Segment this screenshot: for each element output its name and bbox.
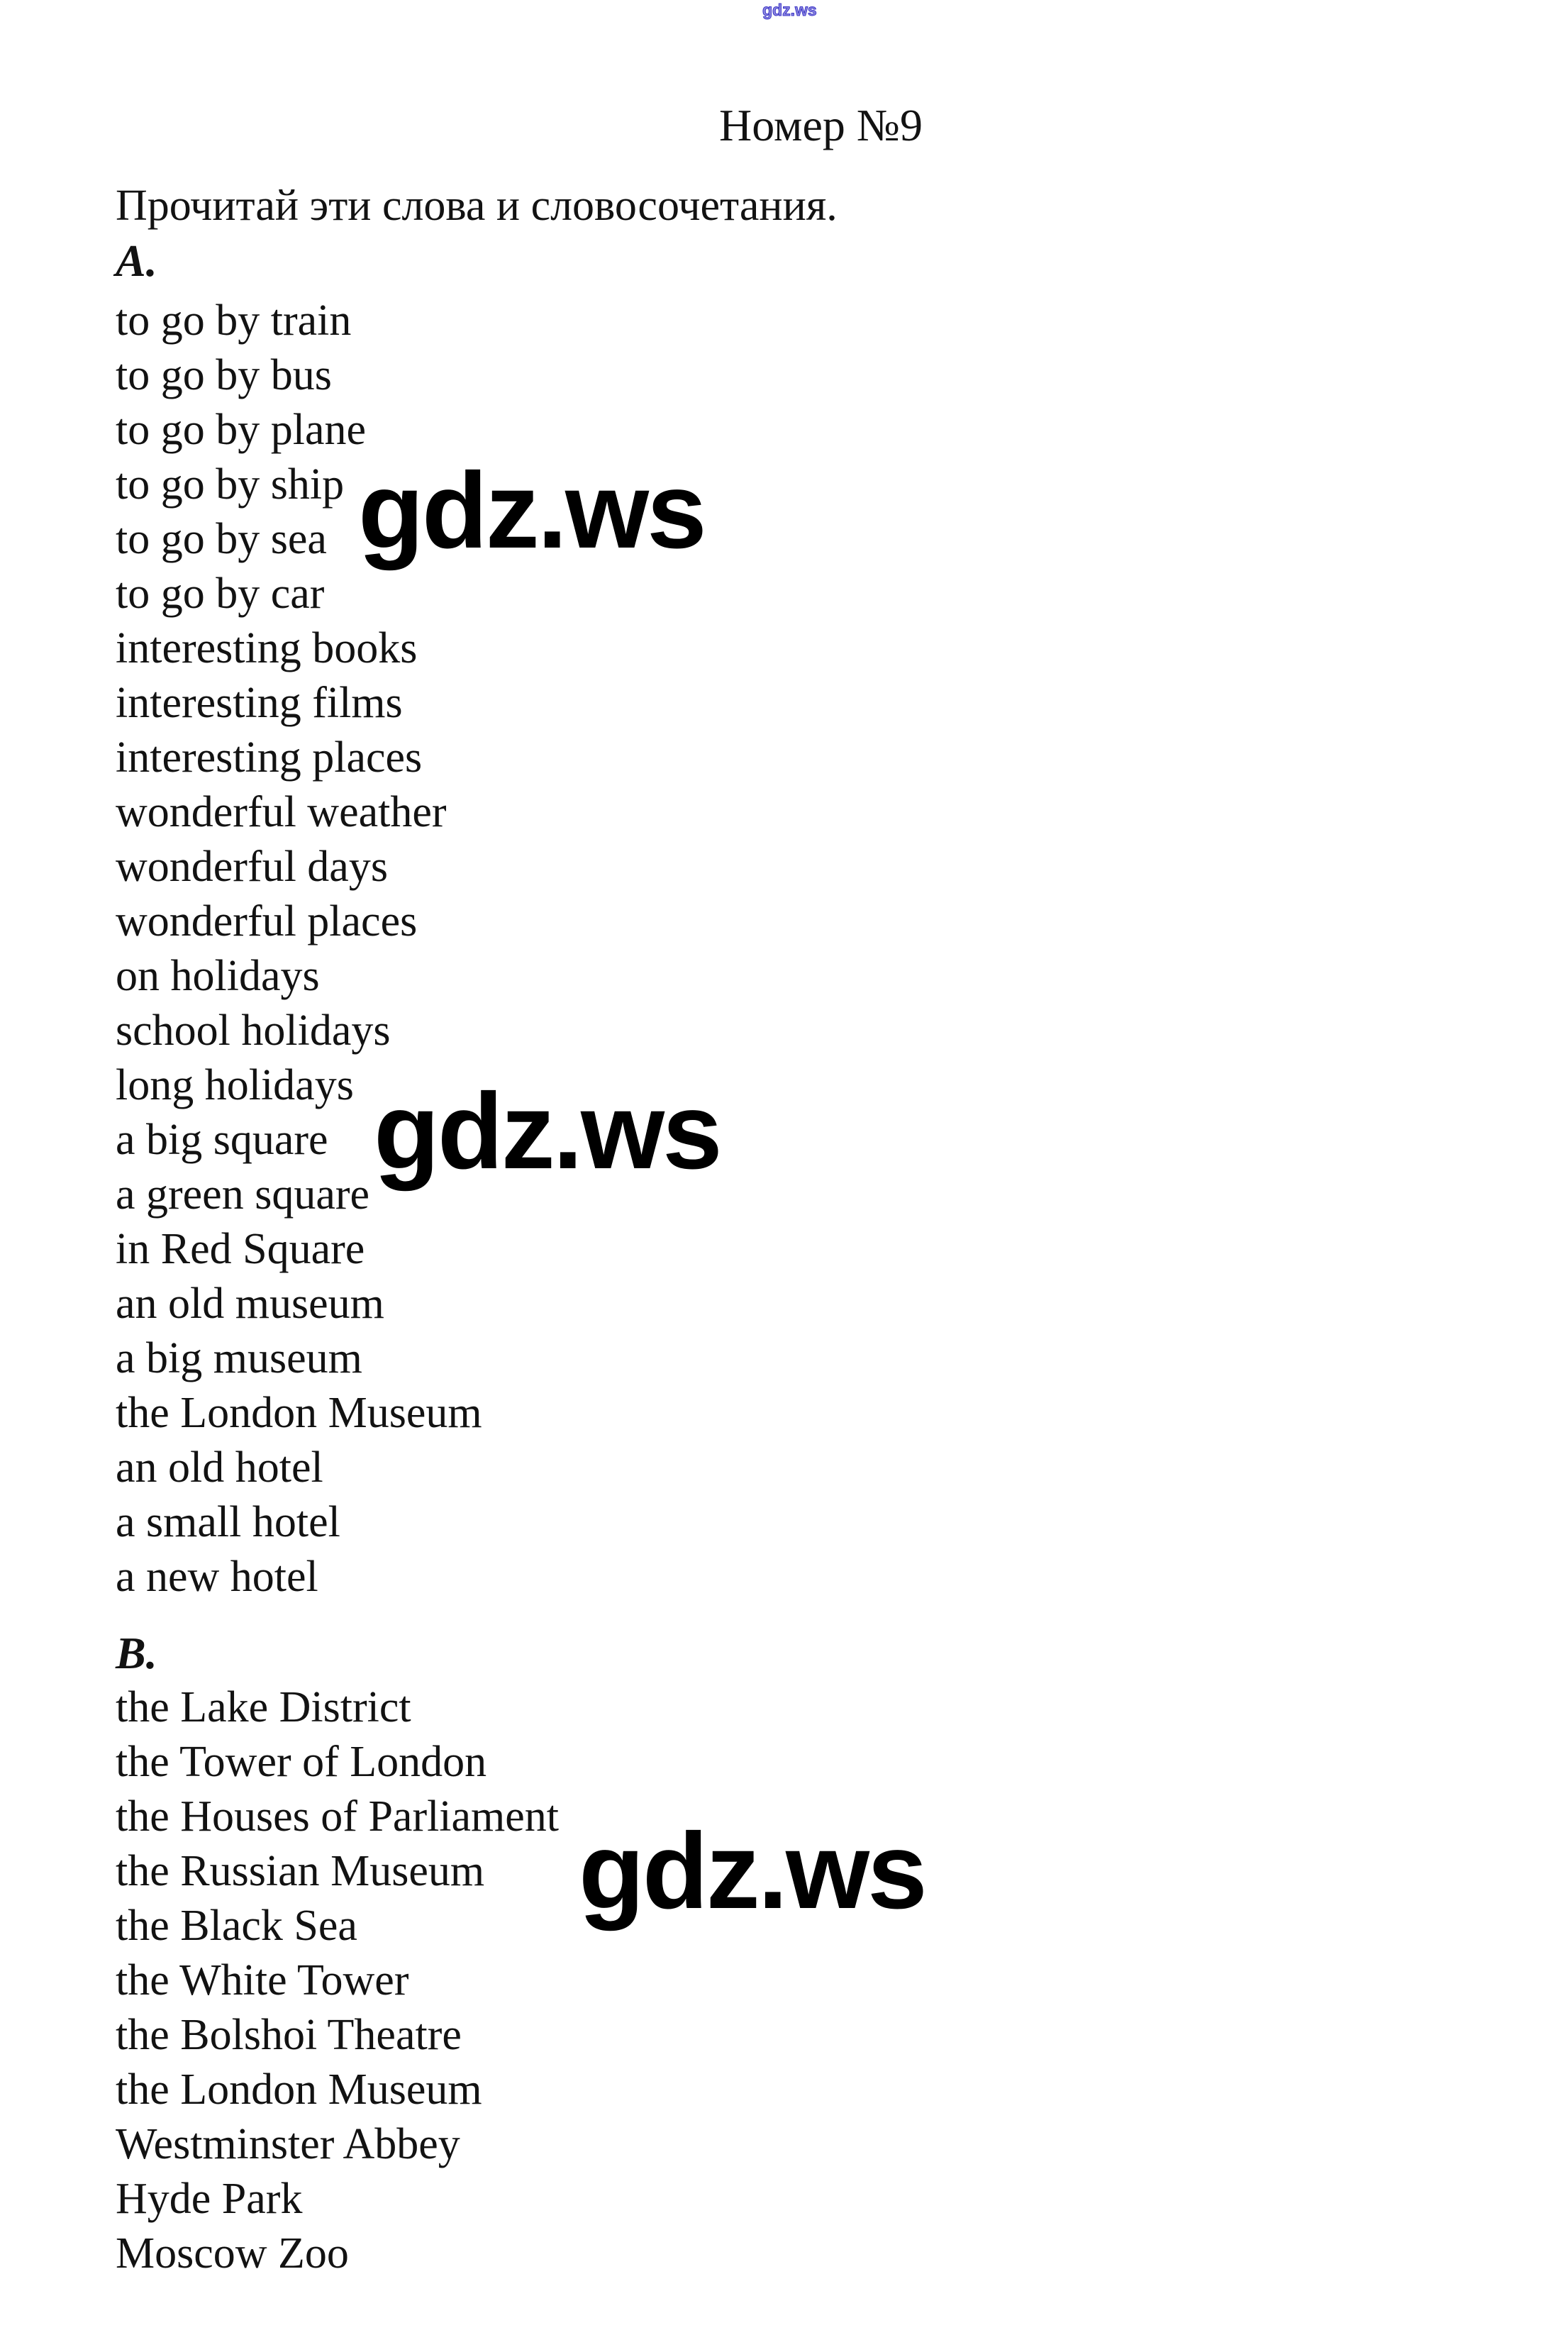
- list-item: to go by train: [116, 296, 352, 345]
- list-item: to go by ship: [116, 460, 345, 509]
- list-item: an old museum: [116, 1280, 384, 1328]
- gdz-watermark-small: gdz.ws: [762, 1, 817, 19]
- list-item: to go by car: [116, 570, 325, 618]
- gdz-watermark-large-1: gdz.ws: [358, 450, 705, 571]
- gdz-watermark-large-3: gdz.ws: [579, 1811, 925, 1931]
- list-item: in Red Square: [116, 1225, 365, 1273]
- section-b-list: [116, 1680, 1108, 2281]
- list-item: the London Museum: [116, 1389, 482, 1437]
- list-item: interesting places: [116, 733, 423, 782]
- list-item: a green square: [116, 1170, 370, 1219]
- list-item: school holidays: [116, 1006, 391, 1055]
- instruction-text: Прочитай эти слова и словосочетания.: [116, 182, 838, 230]
- section-b-label: B.: [116, 1628, 157, 1678]
- list-item: to go by plane: [116, 406, 366, 454]
- list-item: long holidays: [116, 1061, 354, 1109]
- list-item: a big museum: [116, 1334, 362, 1382]
- list-item: interesting books: [116, 624, 418, 672]
- list-item: wonderful days: [116, 843, 388, 891]
- list-item: interesting films: [116, 679, 403, 727]
- list-item: on holidays: [116, 952, 320, 1000]
- list-item: wonderful places: [116, 897, 418, 945]
- list-item: the Tower of London: [116, 1738, 487, 1786]
- list-item: the White Tower: [116, 1956, 409, 2004]
- page-title: Номер №9: [719, 100, 923, 150]
- list-item: the Bolshoi Theatre: [116, 2011, 462, 2059]
- list-item: the London Museum: [116, 2065, 482, 2114]
- list-item: the Russian Museum: [116, 1847, 485, 1895]
- list-item: to go by sea: [116, 515, 327, 563]
- list-item: the Houses of Parliament: [116, 1792, 560, 1841]
- list-item: the Lake District: [116, 1683, 411, 1731]
- list-item: Moscow Zoo: [116, 2229, 349, 2278]
- list-item: Westminster Abbey: [116, 2120, 460, 2168]
- list-item: a big square: [116, 1116, 328, 1164]
- list-item: wonderful weather: [116, 788, 447, 836]
- list-item: Hyde Park: [116, 2175, 303, 2223]
- list-item: an old hotel: [116, 1443, 323, 1492]
- list-item: the Black Sea: [116, 1902, 357, 1950]
- list-item: a small hotel: [116, 1498, 340, 1546]
- list-item: a new hotel: [116, 1553, 318, 1601]
- list-item: to go by bus: [116, 351, 332, 399]
- gdz-watermark-large-2: gdz.ws: [374, 1071, 721, 1192]
- section-a-label: А.: [116, 235, 157, 286]
